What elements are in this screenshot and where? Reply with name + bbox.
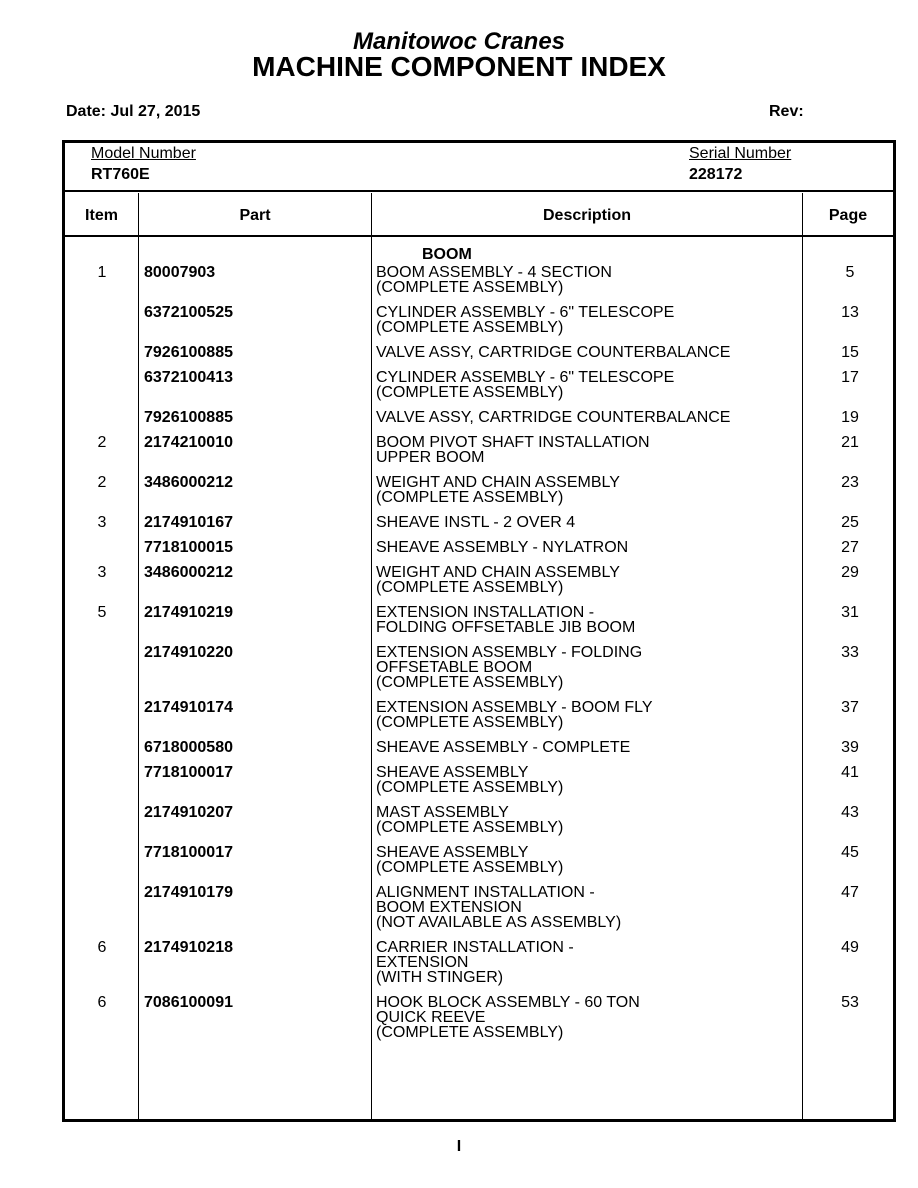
part-number-cell: 7086100091 bbox=[144, 994, 233, 1011]
page-cell: 17 bbox=[841, 369, 859, 386]
part-number-cell: 2174910220 bbox=[144, 644, 233, 661]
part-number-cell: 3486000212 bbox=[144, 564, 233, 581]
description-line: FOLDING OFFSETABLE JIB BOOM bbox=[376, 619, 636, 636]
description-line: BOOM PIVOT SHAFT INSTALLATION bbox=[376, 434, 650, 451]
page-cell: 19 bbox=[841, 409, 859, 426]
description-line: VALVE ASSY, CARTRIDGE COUNTERBALANCE bbox=[376, 409, 731, 426]
description-line: (COMPLETE ASSEMBLY) bbox=[376, 384, 564, 401]
description-line: (COMPLETE ASSEMBLY) bbox=[376, 859, 564, 876]
page-cell: 25 bbox=[841, 514, 859, 531]
page-cell: 45 bbox=[841, 844, 859, 861]
part-number-cell: 6372100525 bbox=[144, 304, 233, 321]
column-header-page: Page bbox=[828, 207, 868, 224]
description-line: (COMPLETE ASSEMBLY) bbox=[376, 489, 564, 506]
column-divider bbox=[138, 193, 139, 1119]
page-number: I bbox=[456, 1138, 462, 1155]
part-number-cell: 7718100015 bbox=[144, 539, 233, 556]
part-number-cell: 6718000580 bbox=[144, 739, 233, 756]
description-line: (WITH STINGER) bbox=[376, 969, 504, 986]
page-cell: 31 bbox=[841, 604, 859, 621]
part-number-cell: 2174910207 bbox=[144, 804, 233, 821]
page-cell: 29 bbox=[841, 564, 859, 581]
description-cell bbox=[376, 995, 640, 1040]
description-line: WEIGHT AND CHAIN ASSEMBLY bbox=[376, 474, 620, 491]
column-header-part: Part bbox=[239, 207, 271, 224]
page-cell: 37 bbox=[841, 699, 859, 716]
description-cell bbox=[376, 940, 574, 985]
description-cell bbox=[376, 435, 650, 465]
part-number-cell: 6372100413 bbox=[144, 369, 233, 386]
part-number-cell: 2174910179 bbox=[144, 884, 233, 901]
part-number-cell: 80007903 bbox=[144, 264, 216, 281]
item-cell: 2 bbox=[97, 434, 107, 451]
serial-number-value: 228172 bbox=[689, 166, 743, 183]
description-line: (COMPLETE ASSEMBLY) bbox=[376, 279, 564, 296]
description-line: BOOM EXTENSION bbox=[376, 899, 522, 916]
column-divider bbox=[371, 193, 372, 1119]
description-line: WEIGHT AND CHAIN ASSEMBLY bbox=[376, 564, 620, 581]
description-line: (COMPLETE ASSEMBLY) bbox=[376, 714, 564, 731]
description-cell bbox=[376, 305, 674, 335]
page-cell: 15 bbox=[841, 344, 859, 361]
page-cell: 13 bbox=[841, 304, 859, 321]
description-line: SHEAVE ASSEMBLY - COMPLETE bbox=[376, 739, 631, 756]
column-header-description: Description bbox=[542, 207, 631, 224]
description-cell bbox=[376, 370, 674, 400]
item-cell: 2 bbox=[97, 474, 107, 491]
description-cell bbox=[376, 740, 630, 755]
item-cell: 6 bbox=[97, 939, 107, 956]
part-number-cell: 7926100885 bbox=[144, 409, 233, 426]
page-cell: 47 bbox=[841, 884, 859, 901]
description-line: UPPER BOOM bbox=[376, 449, 485, 466]
description-cell bbox=[376, 540, 628, 555]
description-line: (COMPLETE ASSEMBLY) bbox=[376, 319, 564, 336]
page-cell: 41 bbox=[841, 764, 859, 781]
description-cell bbox=[376, 845, 563, 875]
description-line: SHEAVE ASSEMBLY bbox=[376, 844, 529, 861]
description-line: OFFSETABLE BOOM bbox=[376, 659, 533, 676]
description-line: EXTENSION ASSEMBLY - FOLDING bbox=[376, 644, 643, 661]
item-cell: 3 bbox=[97, 564, 107, 581]
page-cell: 23 bbox=[841, 474, 859, 491]
description-line: (COMPLETE ASSEMBLY) bbox=[376, 819, 564, 836]
description-cell bbox=[376, 565, 620, 595]
description-line: SHEAVE INSTL - 2 OVER 4 bbox=[376, 514, 576, 531]
model-number-label: Model Number bbox=[91, 145, 196, 162]
item-cell: 1 bbox=[97, 264, 107, 281]
description-cell bbox=[376, 345, 730, 360]
page-cell: 33 bbox=[841, 644, 859, 661]
description-line: CARRIER INSTALLATION - bbox=[376, 939, 574, 956]
description-line: (COMPLETE ASSEMBLY) bbox=[376, 1024, 564, 1041]
page-cell: 27 bbox=[841, 539, 859, 556]
description-line: HOOK BLOCK ASSEMBLY - 60 TON bbox=[376, 994, 640, 1011]
page-cell: 5 bbox=[845, 264, 855, 281]
description-cell bbox=[376, 885, 621, 930]
company-name: Manitowoc Cranes bbox=[352, 28, 566, 55]
description-line: EXTENSION bbox=[376, 954, 469, 971]
description-line: ALIGNMENT INSTALLATION - bbox=[376, 884, 595, 901]
part-number-cell: 7718100017 bbox=[144, 764, 233, 781]
part-number-cell: 2174910218 bbox=[144, 939, 233, 956]
description-line: SHEAVE ASSEMBLY - NYLATRON bbox=[376, 539, 629, 556]
description-line: (COMPLETE ASSEMBLY) bbox=[376, 674, 564, 691]
page-cell: 21 bbox=[841, 434, 859, 451]
description-cell bbox=[376, 805, 563, 835]
description-line: QUICK REEVE bbox=[376, 1009, 486, 1026]
page-cell: 53 bbox=[841, 994, 859, 1011]
document-title: MACHINE COMPONENT INDEX bbox=[252, 51, 666, 82]
item-cell: 5 bbox=[97, 604, 107, 621]
part-number-cell: 2174910174 bbox=[144, 699, 233, 716]
header-divider bbox=[65, 235, 893, 237]
description-cell bbox=[376, 475, 620, 505]
serial-number-label: Serial Number bbox=[689, 145, 792, 162]
description-cell bbox=[376, 515, 575, 530]
description-cell bbox=[376, 645, 642, 690]
column-header-item: Item bbox=[85, 207, 118, 224]
description-cell bbox=[376, 410, 730, 425]
description-line: CYLINDER ASSEMBLY - 6" TELESCOPE bbox=[376, 304, 675, 321]
page-cell: 49 bbox=[841, 939, 859, 956]
part-number-cell: 7926100885 bbox=[144, 344, 233, 361]
model-number-value: RT760E bbox=[91, 166, 150, 183]
description-line: (COMPLETE ASSEMBLY) bbox=[376, 779, 564, 796]
description-line: MAST ASSEMBLY bbox=[376, 804, 509, 821]
item-cell: 3 bbox=[97, 514, 107, 531]
description-cell bbox=[376, 605, 635, 635]
page-cell: 43 bbox=[841, 804, 859, 821]
part-number-cell: 7718100017 bbox=[144, 844, 233, 861]
description-line: EXTENSION ASSEMBLY - BOOM FLY bbox=[376, 699, 653, 716]
date-label: Date: Jul 27, 2015 bbox=[66, 103, 201, 120]
item-cell: 6 bbox=[97, 994, 107, 1011]
description-line: VALVE ASSY, CARTRIDGE COUNTERBALANCE bbox=[376, 344, 731, 361]
part-number-cell: 3486000212 bbox=[144, 474, 233, 491]
part-number-cell: 2174910219 bbox=[144, 604, 233, 621]
description-line: (COMPLETE ASSEMBLY) bbox=[376, 579, 564, 596]
info-divider bbox=[65, 190, 893, 192]
description-line: EXTENSION INSTALLATION - bbox=[376, 604, 595, 621]
description-line: CYLINDER ASSEMBLY - 6" TELESCOPE bbox=[376, 369, 675, 386]
part-number-cell: 2174910167 bbox=[144, 514, 233, 531]
description-line: (NOT AVAILABLE AS ASSEMBLY) bbox=[376, 914, 622, 931]
component-index-table bbox=[62, 140, 896, 1122]
description-line: SHEAVE ASSEMBLY bbox=[376, 764, 529, 781]
revision-label: Rev: bbox=[769, 103, 804, 120]
description-line: BOOM ASSEMBLY - 4 SECTION bbox=[376, 264, 612, 281]
description-cell bbox=[376, 265, 612, 295]
page-cell: 39 bbox=[841, 739, 859, 756]
description-cell bbox=[376, 700, 653, 730]
description-cell bbox=[376, 765, 563, 795]
section-title: BOOM bbox=[422, 246, 472, 263]
part-number-cell: 2174210010 bbox=[144, 434, 233, 451]
